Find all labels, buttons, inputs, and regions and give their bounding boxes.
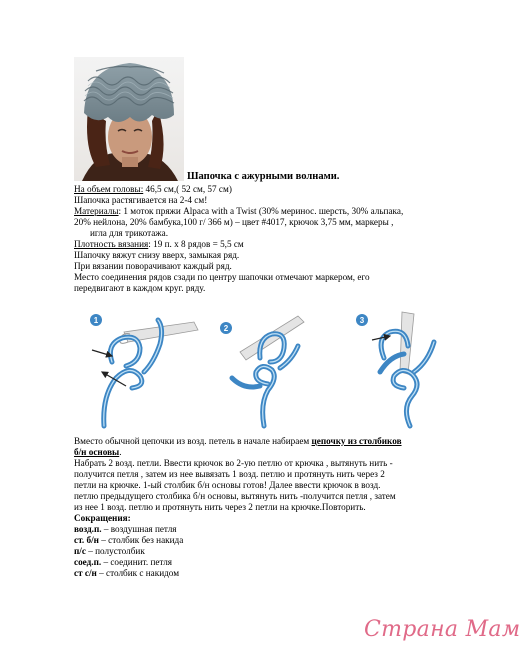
- instruction-line: петлю предыдущего столбика б/н основы, вытянуть нить -получится петля , затем: [74, 491, 396, 501]
- materials-line-3: игла для трикотажа.: [90, 228, 168, 238]
- step-2-figure: [220, 316, 304, 426]
- abbr-meaning: – столбик с накидом: [96, 568, 180, 578]
- materials-line-1: [74, 206, 434, 217]
- abbr-meaning: – соединит. петля: [101, 557, 173, 567]
- intro-prefix: Вместо обычной цепочки из возд. петель в начале набираем: [74, 436, 312, 446]
- abbr-term: возд.п.: [74, 524, 102, 534]
- head-size-label: На объем головы:: [74, 184, 144, 194]
- abbr-term: ст с/н: [74, 568, 97, 578]
- info-line: Шапочку вяжут снизу вверх, замыкая ряд.: [74, 250, 240, 260]
- step-number: 3: [359, 316, 365, 325]
- abbreviation-row: [74, 568, 444, 579]
- instructions-block: [74, 436, 444, 579]
- abbreviation-row: [74, 535, 444, 546]
- intro-line-2: [74, 447, 444, 458]
- abbreviation-row: [74, 546, 444, 557]
- step-number: 1: [93, 316, 99, 325]
- abbr-meaning: – столбик без накида: [98, 535, 184, 545]
- gauge-value: : 19 п. х 8 рядов = 5,5 см: [148, 239, 244, 249]
- abbr-meaning: – воздушная петля: [101, 524, 177, 534]
- instruction-line: получится петля , затем из нее вывязать 1 возд. петлю и протянуть нить через 2: [74, 469, 385, 479]
- step-3-figure: [356, 312, 434, 426]
- stretch-note: Шапочка растягивается на 2-4 см!: [74, 195, 208, 205]
- materials-text-1: : 1 моток пряжи Alpaca with a Twist (30% меринос. шерсть, 30% альпака,: [118, 206, 404, 216]
- page-title: Шапочка с ажурными волнами.: [187, 171, 340, 182]
- intro-bold-2: б/н основы: [74, 447, 120, 457]
- head-size-value: 46,5 см,( 52 см, 57 см): [143, 184, 232, 194]
- intro-suffix: .: [119, 447, 122, 457]
- step-1-figure: [90, 314, 198, 426]
- info-line: Место соединения рядов сзади по центру шапочки отмечают маркером, его: [74, 272, 370, 282]
- materials-line-2: 20% нейлона, 20% бамбука,100 г/ 366 м) – цвет #4017, крючок 3,75 мм, маркеры ,: [74, 217, 394, 227]
- abbreviation-row: [74, 524, 444, 535]
- info-line: передвигают в каждом круг. ряду.: [74, 283, 206, 293]
- instruction-line: из нее 1 возд. петлю и протянуть нить через 2 петли на крючке.Повторить.: [74, 502, 366, 512]
- step-number: 2: [223, 324, 229, 333]
- info-line: При вязании поворачивают каждый ряд.: [74, 261, 232, 271]
- instruction-line: петли на крючке. 1-ый столбик б/н основы готов! Далее ввести крючок в возд.: [74, 480, 381, 490]
- gauge-line: [74, 239, 434, 250]
- head-size-line: [74, 184, 434, 195]
- abbreviation-row: [74, 557, 444, 568]
- foundation-stitch-diagram: [84, 312, 444, 430]
- abbr-meaning: – полустолбик: [85, 546, 145, 556]
- abbr-term: п/с: [74, 546, 86, 556]
- watermark-logo: Страна Мам: [364, 617, 520, 642]
- abbr-term: соед.п.: [74, 557, 102, 567]
- instruction-line: Набрать 2 возд. петли. Ввести крючок во 2-ую петлю от крючка , вытянуть нить -: [74, 458, 393, 468]
- intro-line-1: [74, 436, 444, 447]
- abbr-term: ст. б/н: [74, 535, 99, 545]
- intro-bold-1: цепочку из столбиков: [311, 436, 402, 446]
- gauge-label: Плотность вязания: [74, 239, 149, 249]
- info-block: [74, 184, 434, 294]
- abbreviations-title: Сокращения:: [74, 513, 131, 523]
- materials-label: Материалы: [74, 206, 119, 216]
- hat-photo: [74, 57, 184, 181]
